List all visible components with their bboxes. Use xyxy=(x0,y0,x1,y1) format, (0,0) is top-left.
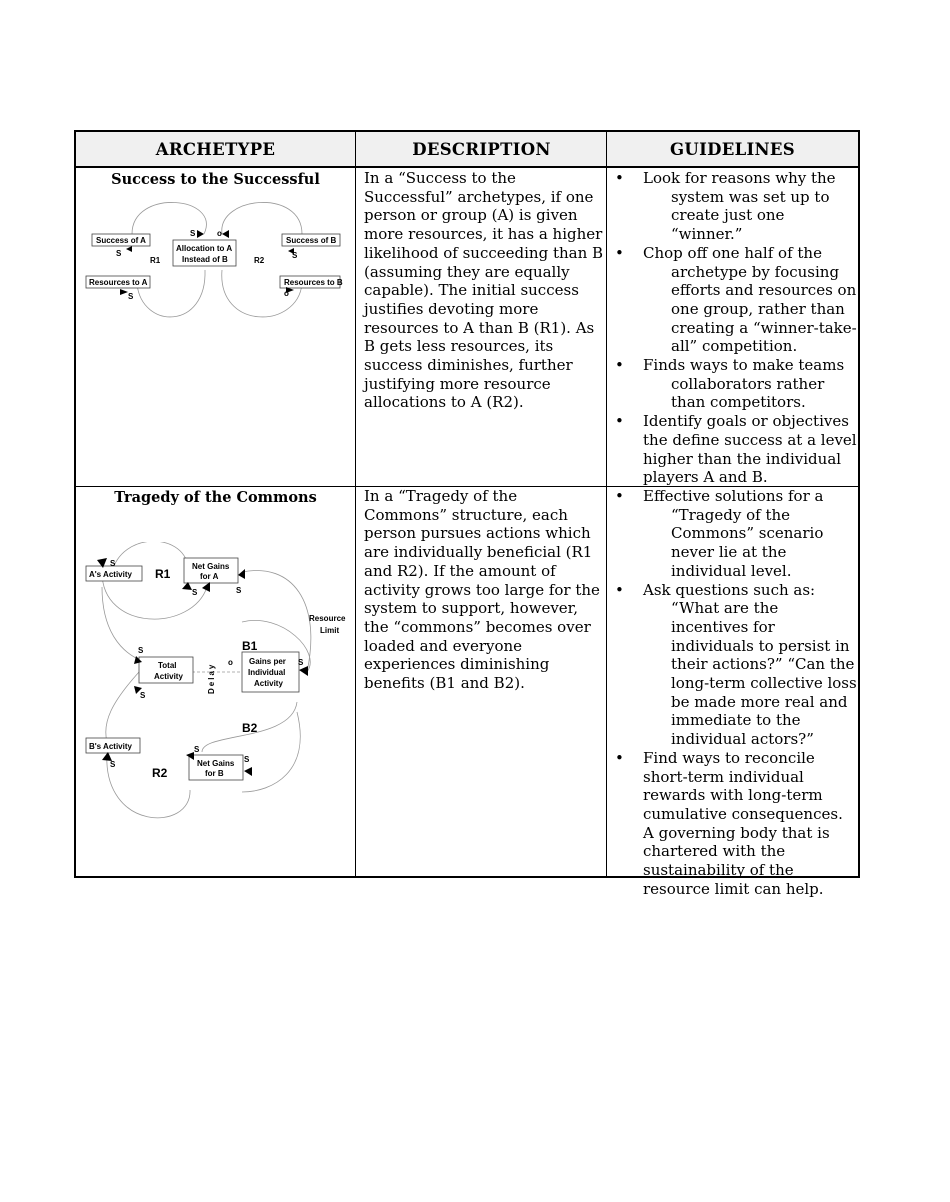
header-archetype: ARCHETYPE xyxy=(155,140,276,159)
arrow-head xyxy=(222,230,229,238)
guideline-item: • Look for reasons why the system was set up to create just one “winner.” xyxy=(615,169,836,244)
label-net-b-1: Net Gains xyxy=(197,759,235,768)
label-net-b-2: for B xyxy=(205,769,224,778)
guideline-item: • Ask questions such as: “What are the incentives for individuals to persist in their actions?” “Can the long-term collective loss be made more real and immediate to the individual actors?” xyxy=(615,580,857,749)
label-s: S xyxy=(192,588,198,597)
label-s: S xyxy=(292,251,298,260)
label-loop-r2: R2 xyxy=(254,256,265,265)
label-b-activity: B's Activity xyxy=(89,742,132,751)
label-o: o xyxy=(284,289,289,298)
label-o: o xyxy=(217,229,222,238)
label-resource-1: Resource xyxy=(309,614,346,623)
arrow-head xyxy=(244,767,252,776)
guideline-item: • Identify goals or objectives the define success at a level higher than the individual players A and B. xyxy=(615,412,857,487)
arrow-head xyxy=(197,230,204,238)
label-a-activity: A's Activity xyxy=(89,570,132,579)
description-success: In a “Success to the Successful” archetypes, if one person or group (A) is given more resources, it has a higher likelihood of succeeding than B (assuming they are equally capable). The initial success justifies devoting more resources to A than B (R1). As B gets less resources, its success diminishes, further justifying more resource allocations to A (R2). xyxy=(364,169,604,412)
arrow-head xyxy=(120,289,128,295)
label-resource-2: Limit xyxy=(320,626,340,635)
label-s: S xyxy=(110,760,116,769)
label-loop-b2: B2 xyxy=(242,721,258,735)
label-loop-b1: B1 xyxy=(242,639,258,653)
label-gains-3: Activity xyxy=(254,679,283,688)
arrow-head xyxy=(126,246,132,252)
column-divider xyxy=(355,132,356,876)
header-description: DESCRIPTION xyxy=(412,140,551,159)
header-guidelines: GUIDELINES xyxy=(670,140,795,159)
label-allocation-1: Allocation to A xyxy=(176,244,233,253)
guideline-item: • Find ways to reconcile short-term individual rewards with long-term cumulative consequences. A governing body that is chartered with the sustainability of the resource limit can help. xyxy=(615,748,843,898)
label-net-a-1: Net Gains xyxy=(192,562,230,571)
row-title-tragedy: Tragedy of the Commons xyxy=(114,489,317,506)
label-allocation-2: Instead of B xyxy=(182,255,228,264)
label-success-a: Success of A xyxy=(96,236,146,245)
arrow-head xyxy=(299,666,308,676)
label-s: S xyxy=(140,691,146,700)
label-loop-r1: R1 xyxy=(150,256,161,265)
tragedy-of-commons-diagram xyxy=(82,542,352,832)
label-loop-r1: R1 xyxy=(155,567,171,581)
label-s: S xyxy=(110,559,116,568)
guideline-item: • Effective solutions for a “Tragedy of the Commons” scenario never lie at the individual level. xyxy=(615,487,824,580)
guidelines-success xyxy=(607,169,858,487)
table-header-row xyxy=(76,132,858,168)
guideline-item: • Finds ways to make teams collaborators rather than competitors. xyxy=(615,356,845,412)
label-s: S xyxy=(194,745,200,754)
description-tragedy: In a “Tragedy of the Commons” structure, each person pursues actions which are individually beneficial (R1 and R2). If the amount of activity grows too large for the system to support, however, the “commons” becomes over loaded and everyone experiences diminishing benefits (B1 and B2). xyxy=(364,487,600,693)
label-s: S xyxy=(138,646,144,655)
label-success-b: Success of B xyxy=(286,236,337,245)
label-net-a-2: for A xyxy=(200,572,219,581)
label-resources-a: Resources to A xyxy=(89,278,148,287)
label-gains-1: Gains per xyxy=(249,657,286,666)
arrow-head xyxy=(238,569,245,579)
label-o: o xyxy=(228,658,233,667)
label-total-2: Activity xyxy=(154,672,183,681)
label-s: S xyxy=(236,586,242,595)
label-s: S xyxy=(128,292,134,301)
row-title-success: Success to the Successful xyxy=(111,171,320,188)
label-s: S xyxy=(244,755,250,764)
label-total-1: Total xyxy=(158,661,177,670)
guideline-item: • Chop off one half of the archetype by focusing efforts and resources on one group, rather than creating a “winner-take-all” competition. xyxy=(615,243,857,356)
success-to-successful-diagram xyxy=(82,200,350,322)
label-gains-2: Individual xyxy=(248,668,286,677)
label-s: S xyxy=(298,658,304,667)
label-loop-r2: R2 xyxy=(152,766,168,780)
label-s: S xyxy=(190,229,196,238)
label-resources-b: Resources to B xyxy=(284,278,343,287)
label-delay: Delay xyxy=(207,662,216,694)
archetype-table xyxy=(74,130,860,898)
label-s: S xyxy=(116,249,122,258)
guidelines-tragedy xyxy=(607,487,858,898)
